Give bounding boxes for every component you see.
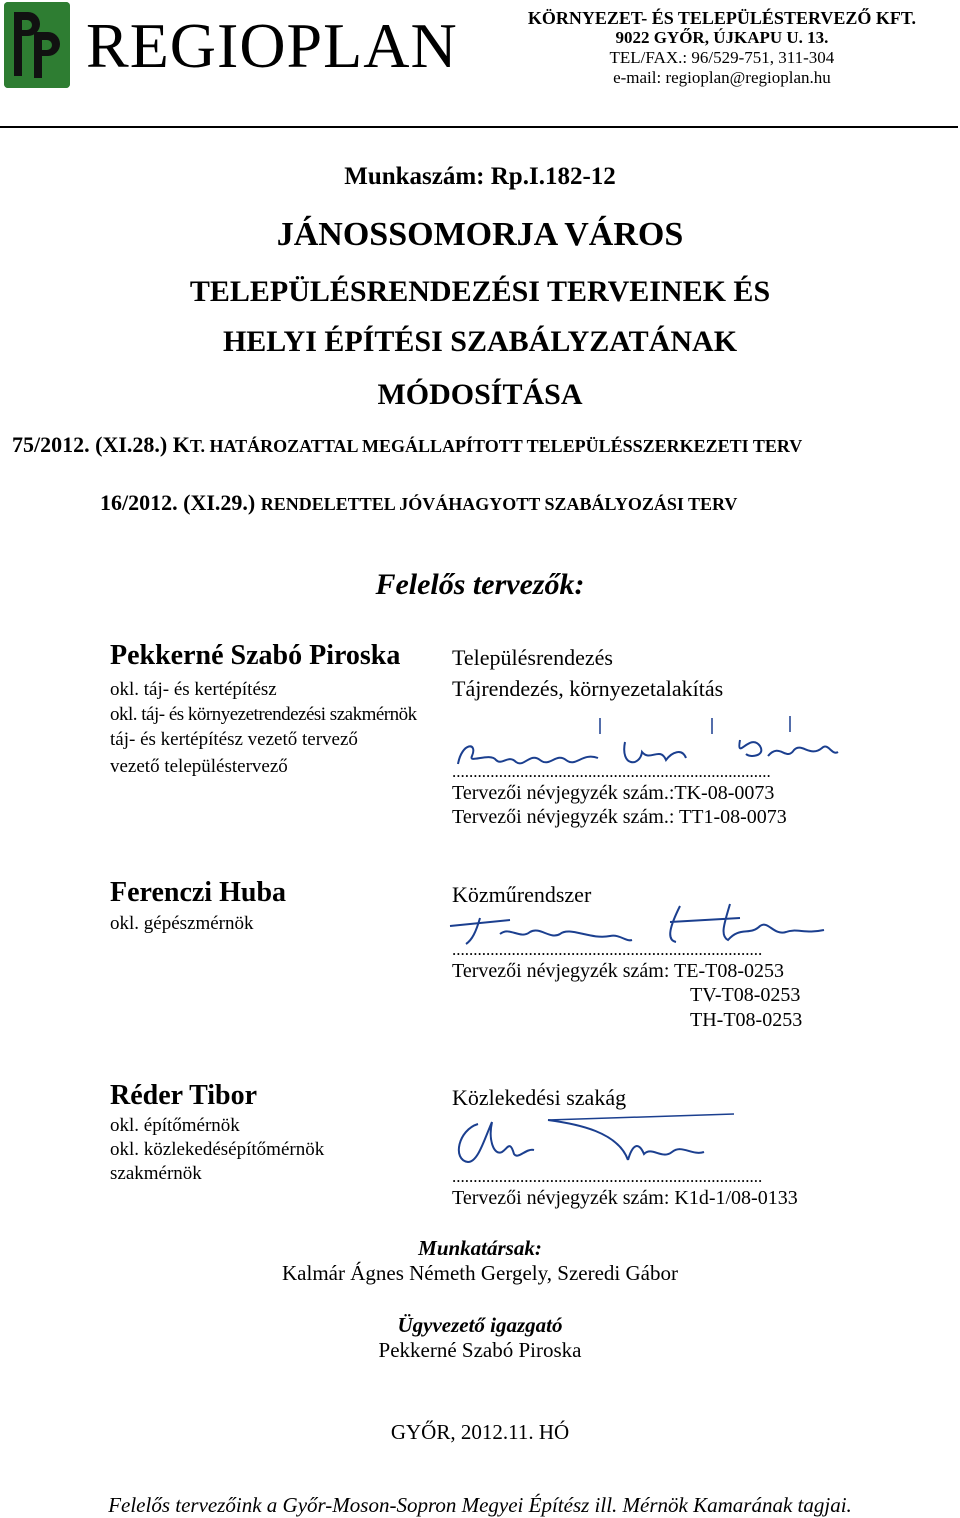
designer-1-field-2: Tájrendezés, környezetalakítás — [452, 676, 724, 701]
logo-rp-mark — [4, 2, 70, 88]
designer-1-field-1: Településrendezés — [452, 645, 613, 670]
designer-1-title-3: táj- és kertépítész vezető tervező — [110, 729, 358, 750]
designer-3-title-3: szakmérnök — [110, 1163, 202, 1184]
designer-1-registry-2: Tervezői névjegyzék szám.: TT1-08-0073 — [452, 806, 787, 828]
title-line-4: MÓDOSÍTÁSA — [377, 378, 583, 411]
designer-2-field-1: Közműrendszer — [452, 882, 592, 907]
designer-3-name: Réder Tibor — [110, 1080, 258, 1111]
company-phone: TEL/FAX.: 96/529-751, 311-304 — [609, 48, 835, 67]
designer-3-title-1: okl. építőmérnök — [110, 1115, 240, 1136]
designer-1-title-2: okl. táj- és környezetrendezési szakmérnök — [110, 704, 417, 725]
subtitle-structure-plan-rest: T. HATÁROZATTAL MEGÁLLAPÍTOTT TELEPÜLÉSSZERKEZETI TERV — [189, 436, 803, 456]
title-line-1: JÁNOSSOMORJA VÁROS — [276, 216, 684, 253]
designer-3-registry-1: Tervezői névjegyzék szám: K1d-1/08-0133 — [452, 1187, 798, 1209]
place-date: GYŐR, 2012.11. HÓ — [390, 1420, 570, 1444]
designer-1-title-4: vezető településtervező — [110, 756, 288, 777]
work-number: Munkaszám: Rp.I.182-12 — [344, 163, 616, 190]
title-line-2: TELEPÜLÉSRENDEZÉSI TERVEINEK ÉS — [189, 275, 771, 308]
company-name: KÖRNYEZET- ÉS TELEPÜLÉSTERVEZŐ KFT. — [527, 8, 916, 28]
designer-2-signature-line: ......................................................................... — [452, 940, 763, 959]
subtitle-regulation-plan-lead: 16/2012. (XI.29.) — [100, 490, 261, 515]
designer-1-registry-1: Tervezői névjegyzék szám.:TK-08-0073 — [452, 782, 775, 804]
designer-3-title-2: okl. közlekedésépítőmérnök — [110, 1139, 325, 1160]
subtitle-structure-plan-lead: 75/2012. (XI.28.) K — [12, 432, 190, 457]
company-address: 9022 GYŐR, ÚJKAPU U. 13. — [615, 28, 829, 47]
staff-heading: Munkatársak: — [418, 1236, 542, 1260]
designer-3-signature-line: ......................................................................... — [452, 1167, 763, 1186]
designer-1-signature-line: ........................................................................... — [452, 762, 771, 781]
designer-2-name: Ferenczi Huba — [110, 877, 287, 908]
subtitle-regulation-plan — [100, 490, 737, 516]
director-name: Pekkerné Szabó Piroska — [378, 1338, 582, 1362]
brand-name: REGIOPLAN — [86, 10, 458, 81]
company-email[interactable]: e-mail: regioplan@regioplan.hu — [613, 68, 831, 87]
title-line-3: HELYI ÉPÍTÉSI SZABÁLYZATÁNAK — [222, 325, 738, 358]
designer-2-registry-2: TV-T08-0253 — [690, 984, 801, 1006]
designer-1-title-1: okl. táj- és kertépítész — [110, 679, 277, 700]
designer-2-registry-1: Tervezői névjegyzék szám: TE-T08-0253 — [452, 960, 784, 982]
designer-3-field-1: Közlekedési szakág — [452, 1085, 627, 1110]
subtitle-regulation-plan-rest: RENDELETTEL JÓVÁHAGYOTT SZABÁLYOZÁSI TERV — [260, 494, 738, 514]
designer-2-title-1: okl. gépészmérnök — [110, 913, 254, 934]
staff-names: Kalmár Ágnes Németh Gergely, Szeredi Gábor — [282, 1261, 678, 1285]
footer-note: Felelős tervezőink a Győr-Moson-Sopron Megyei Építész ill. Mérnök Kamarának tagjai. — [108, 1493, 852, 1517]
designer-1-name: Pekkerné Szabó Piroska — [110, 640, 401, 671]
subtitle-structure-plan — [12, 432, 802, 458]
director-heading: Ügyvezető igazgató — [397, 1313, 563, 1337]
responsible-designers-heading: Felelős tervezők: — [375, 568, 585, 601]
company-info — [528, 8, 916, 88]
designer-2-registry-3: TH-T08-0253 — [690, 1009, 803, 1031]
header-divider — [0, 126, 958, 128]
designer-3-signature — [448, 1110, 748, 1170]
company-logo — [4, 2, 70, 88]
